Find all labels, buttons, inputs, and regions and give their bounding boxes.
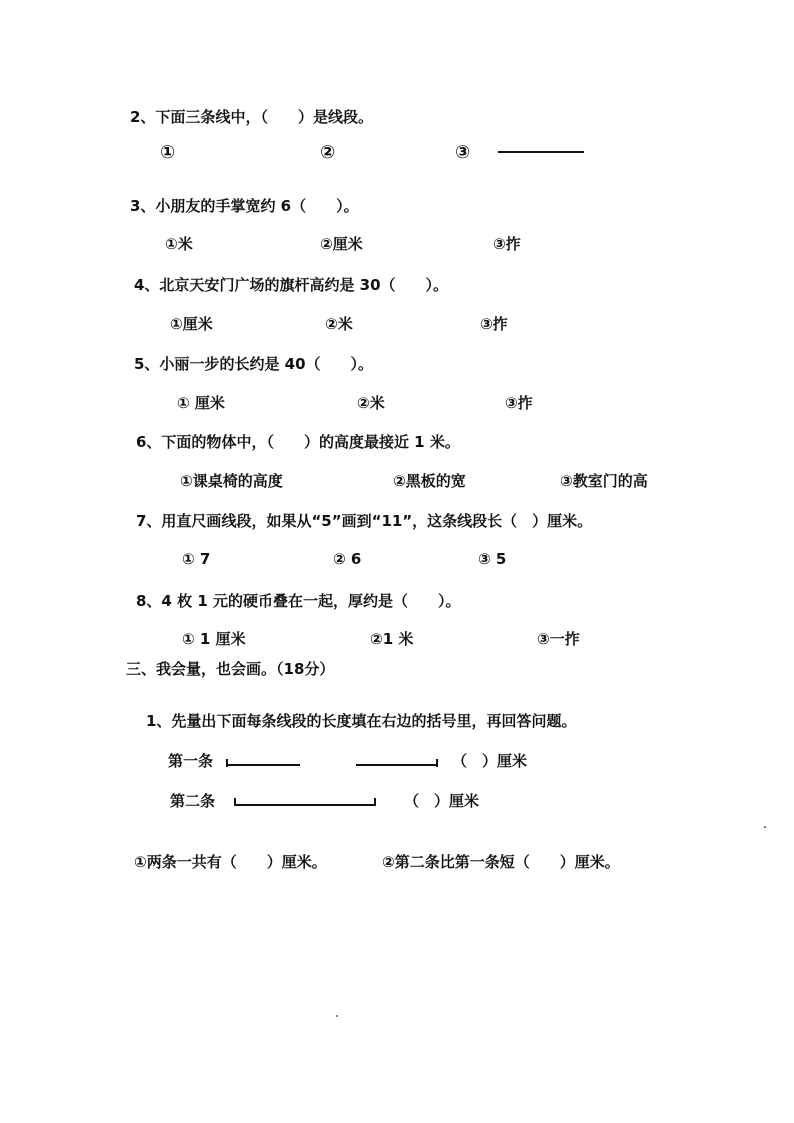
segment2-right-endpoint	[374, 798, 376, 806]
segment1-part-b	[356, 764, 438, 766]
segment1-part-a	[226, 764, 300, 766]
q7-option-3[interactable]: ③ 5	[478, 550, 507, 568]
q2-option-3[interactable]: ③	[455, 142, 471, 163]
section3-q1-stem: 1、先量出下面每条线段的长度填在右边的括号里，再回答问题。	[146, 712, 577, 730]
q2-option-2[interactable]: ②	[320, 142, 336, 163]
q2-stem: 2、下面三条线中，（ ）是线段。	[130, 108, 373, 126]
q3-option-1[interactable]: ①米	[165, 235, 193, 253]
q6-option-3[interactable]: ③教室门的高	[560, 472, 648, 490]
q6-stem: 6、下面的物体中，（ ）的高度最接近 1 米。	[136, 433, 460, 451]
section3-sub1[interactable]: ①两条一共有（ ）厘米。	[134, 853, 327, 871]
segment2-line	[234, 804, 376, 806]
q4-option-1[interactable]: ①厘米	[170, 315, 213, 333]
segment1-answer[interactable]: （ ）厘米	[452, 752, 528, 770]
q6-option-2[interactable]: ②黑板的宽	[393, 472, 466, 490]
q8-option-2[interactable]: ②1 米	[370, 630, 414, 648]
q3-option-3[interactable]: ③拃	[493, 235, 521, 253]
scan-speck	[336, 1015, 338, 1017]
q4-stem: 4、北京天安门广场的旗杆高约是 30（ ）。	[134, 276, 449, 294]
q4-option-2[interactable]: ②米	[325, 315, 353, 333]
q7-option-1[interactable]: ① 7	[182, 550, 211, 568]
scan-speck	[764, 826, 766, 828]
segment1-part-b-endpoint	[436, 759, 438, 767]
q6-option-1[interactable]: ①课桌椅的高度	[180, 472, 283, 490]
q8-option-1[interactable]: ① 1 厘米	[182, 630, 246, 648]
segment2-label: 第二条	[170, 792, 216, 810]
q8-stem: 8、4 枚 1 元的硬币叠在一起，厚约是（ ）。	[136, 592, 461, 610]
section3-title: 三、我会量，也会画。（18分）	[126, 660, 335, 678]
segment1-part-a-endpoint	[226, 759, 228, 767]
segment1-label: 第一条	[168, 752, 214, 770]
q5-option-3[interactable]: ③拃	[505, 394, 533, 412]
q4-option-3[interactable]: ③拃	[480, 315, 508, 333]
q3-stem: 3、小朋友的手掌宽约 6（ ）。	[130, 197, 359, 215]
segment2-left-endpoint	[234, 798, 236, 806]
segment2-answer[interactable]: （ ）厘米	[404, 792, 480, 810]
q5-option-2[interactable]: ②米	[357, 394, 385, 412]
q3-option-2[interactable]: ②厘米	[320, 235, 363, 253]
q5-option-1[interactable]: ① 厘米	[177, 394, 225, 412]
q8-option-3[interactable]: ③一拃	[537, 630, 580, 648]
q7-stem: 7、用直尺画线段，如果从“5”画到“11”，这条线段长（ ）厘米。	[136, 512, 593, 530]
section3-sub2[interactable]: ②第二条比第一条短（ ）厘米。	[382, 853, 620, 871]
q2-option-1[interactable]: ①	[160, 142, 176, 163]
q7-option-2[interactable]: ② 6	[333, 550, 362, 568]
q2-line-segment	[498, 151, 584, 153]
q5-stem: 5、小丽一步的长约是 40（ ）。	[134, 355, 374, 373]
